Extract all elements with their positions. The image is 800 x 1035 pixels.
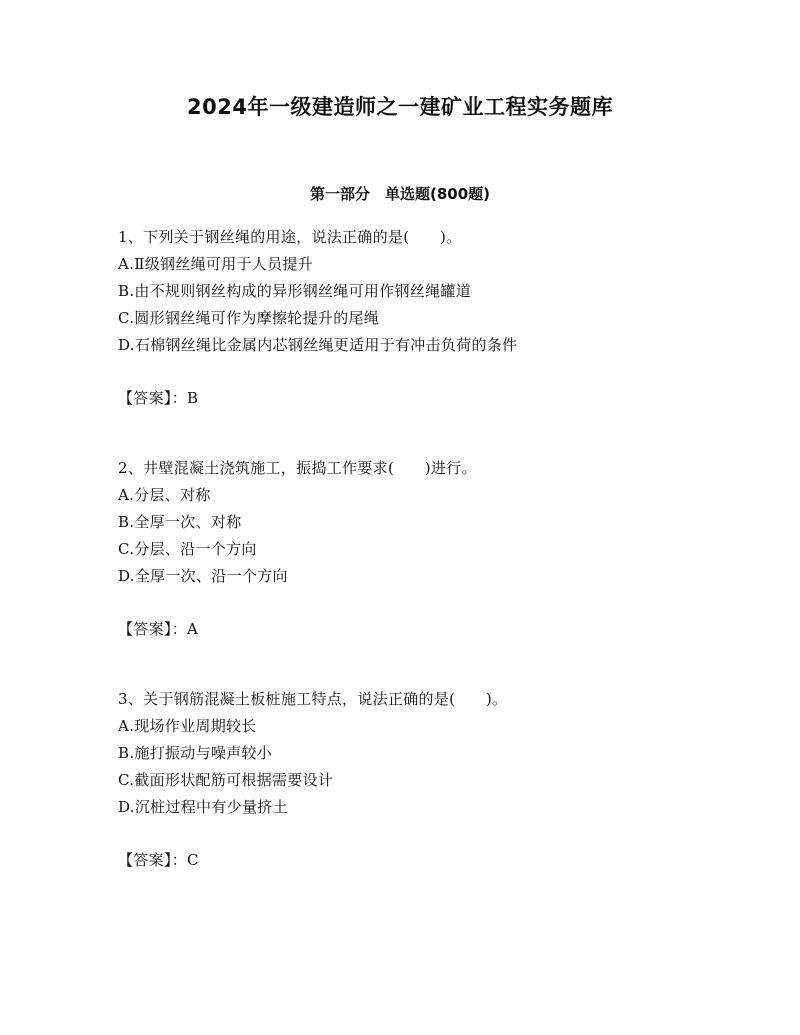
question-stem: 1、下列关于钢丝绳的用途，说法正确的是( )。 [118, 228, 462, 246]
section-title: 第一部分 单选题(800题) [309, 185, 491, 203]
question-block [118, 686, 718, 874]
option-b: B.全厚一次、对称 [118, 513, 242, 531]
option-c: C.截面形状配筋可根据需要设计 [118, 771, 334, 789]
answer-line: 【答案】：A [118, 620, 199, 638]
question-block [118, 224, 718, 412]
option-b: B.由不规则钢丝构成的异形钢丝绳可用作钢丝绳罐道 [118, 282, 471, 300]
question-block [118, 455, 718, 643]
answer-line: 【答案】：C [118, 851, 199, 869]
option-d: D.石棉钢丝绳比金属内芯钢丝绳更适用于有冲击负荷的条件 [118, 336, 518, 354]
option-c: C.圆形钢丝绳可作为摩擦轮提升的尾绳 [118, 309, 380, 327]
question-stem: 3、关于钢筋混凝土板桩施工特点，说法正确的是( )。 [118, 690, 508, 708]
option-d: D.沉桩过程中有少量挤土 [118, 798, 288, 816]
option-a: A.分层、对称 [118, 486, 211, 504]
option-a: A.Ⅱ级钢丝绳可用于人员提升 [118, 255, 313, 273]
answer-line: 【答案】：B [118, 389, 199, 407]
document-title: 2024年一级建造师之一建矿业工程实务题库 [187, 95, 613, 119]
option-a: A.现场作业周期较长 [118, 717, 257, 735]
option-b: B.施打振动与噪声较小 [118, 744, 273, 762]
option-d: D.全厚一次、沿一个方向 [118, 567, 288, 585]
question-stem: 2、井壁混凝土浇筑施工，振捣工作要求( )进行。 [118, 459, 477, 477]
option-c: C.分层、沿一个方向 [118, 540, 257, 558]
